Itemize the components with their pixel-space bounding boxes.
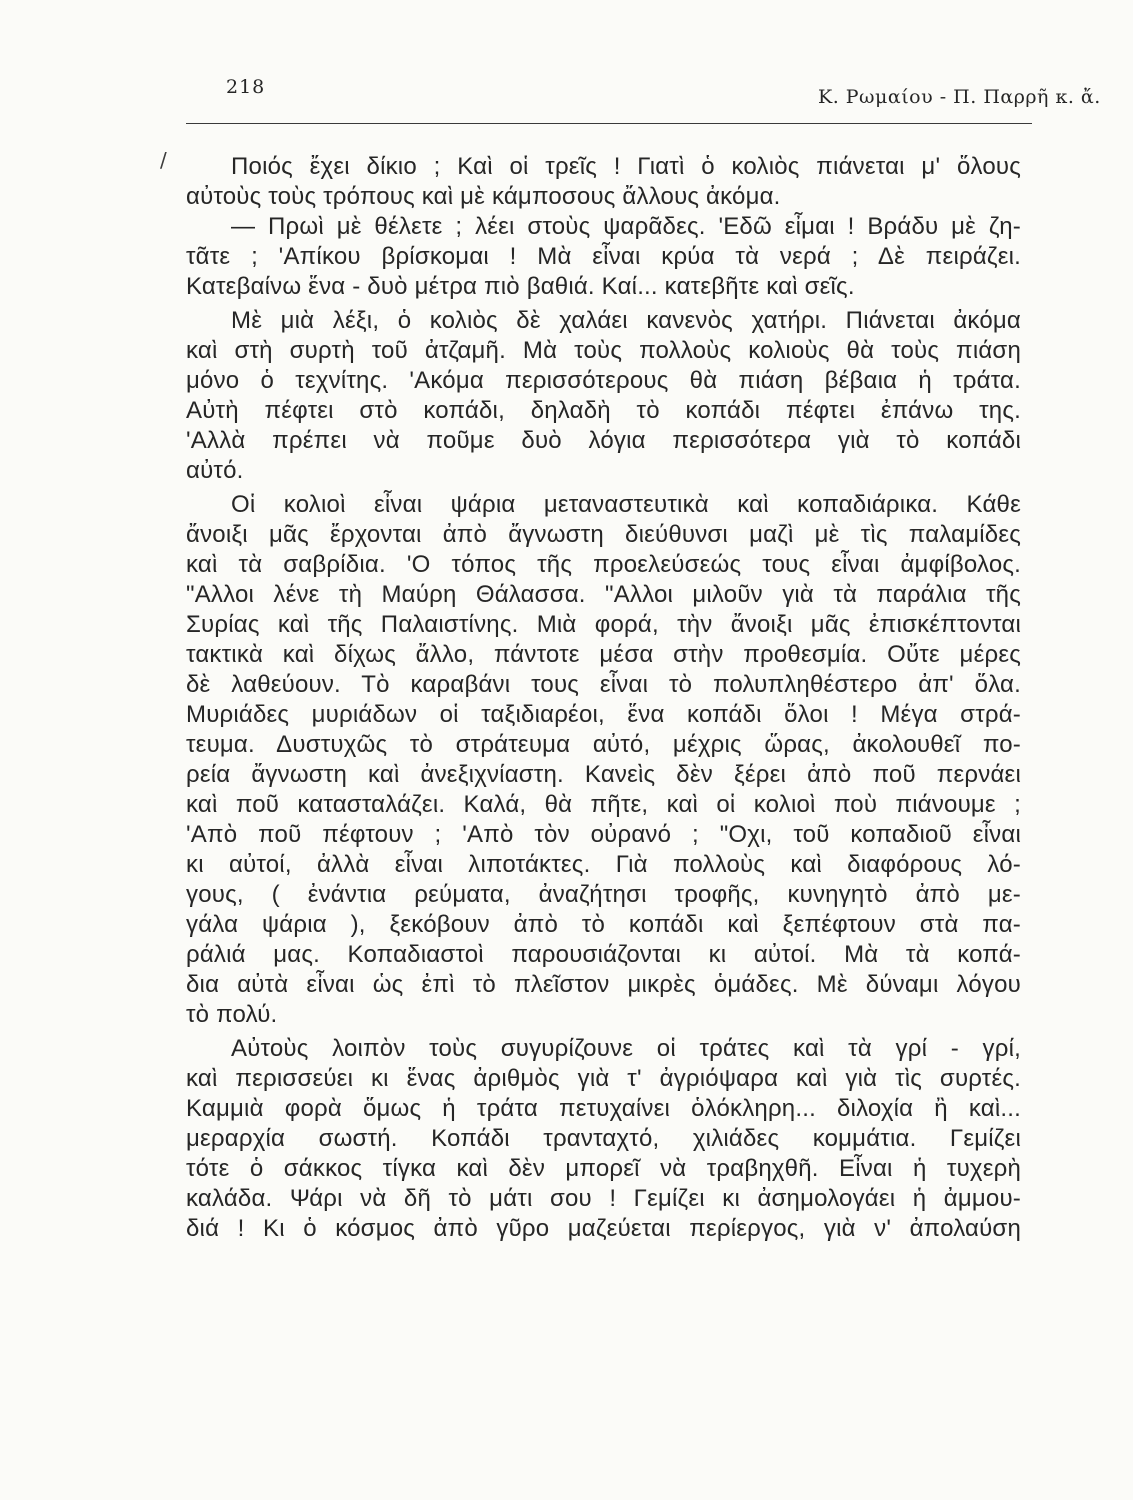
- text-line: δια αὐτὰ εἶναι ὡς ἐπὶ τὸ πλεῖστον μικρὲς ὁμάδες. Μὲ δύναμι λόγου: [186, 971, 1021, 998]
- text-line: Αὐτὴ πέφτει στὸ κοπάδι, δηλαδὴ τὸ κοπάδι πέφτει ἐπάνω της.: [186, 397, 1021, 424]
- paragraph-3: [186, 306, 1021, 486]
- text-line: Καμμιὰ φορὰ ὅμως ἡ τράτα πετυχαίνει ὁλόκληρη... διλοχία ἢ καὶ...: [186, 1095, 1021, 1122]
- text-line: Ποιός ἔχει δίκιο ; Καὶ οἱ τρεῖς ! Γιατὶ ὁ κολιὸς πιάνεται μ' ὅλους: [231, 153, 1021, 180]
- paragraph-1: [186, 152, 1021, 212]
- text-line: αὐτό.: [186, 457, 244, 484]
- paragraph-5: [186, 1034, 1021, 1244]
- text-line: τὸ πολύ.: [186, 1001, 278, 1028]
- margin-mark: /: [160, 148, 167, 172]
- text-line: τότε ὁ σάκκος τίγκα καὶ δὲν μπορεῖ νὰ τραβηχθῆ. Εἶναι ἡ τυχερὴ: [186, 1155, 1021, 1182]
- text-line: Συρίας καὶ τῆς Παλαιστίνης. Μιὰ φορά, τὴν ἄνοιξι μᾶς ἐπισκέπτονται: [186, 611, 1021, 638]
- running-head: Κ. Ρωμαίου - Π. Παρρῆ κ. ἄ.: [818, 86, 1101, 108]
- text-line: Μυριάδες μυριάδων οἱ ταξιδιαρέοι, ἕνα κοπάδι ὅλοι ! Μέγα στρά-: [186, 701, 1021, 728]
- text-line: δὲ λαθεύουν. Τὸ καραβάνι τους εἶναι τὸ πολυπληθέστερο ἀπ' ὅλα.: [186, 671, 1021, 698]
- text-line: καὶ τὰ σαβρίδια. 'Ο τόπος τῆς προελεύσεώς τους εἶναι ἀμφίβολος.: [186, 551, 1021, 578]
- text-line: τᾶτε ; 'Απίκου βρίσκομαι ! Μὰ εἶναι κρύα τὰ νερά ; Δὲ πειράζει.: [186, 243, 1021, 270]
- text-line: Κατεβαίνω ἕνα - δυὸ μέτρα πιὸ βαθιά. Καί... κατεβῆτε καὶ σεῖς.: [186, 273, 855, 300]
- page-header: [0, 0, 1133, 130]
- text-line: Αὐτοὺς λοιπὸν τοὺς συγυρίζουνε οἱ τράτες καὶ τὰ γρί - γρί,: [231, 1035, 1021, 1062]
- text-line: καλάδα. Ψάρι νὰ δῆ τὸ μάτι σου ! Γεμίζει κι ἀσημολογάει ἡ ἀμμου-: [186, 1185, 1021, 1212]
- text-line: — Πρωὶ μὲ θέλετε ; λέει στοὺς ψαρᾶδες. 'Εδῶ εἶμαι ! Βράδυ μὲ ζη-: [231, 213, 1021, 240]
- text-line: τευμα. Δυστυχῶς τὸ στράτευμα αὐτό, μέχρις ὥρας, ἀκολουθεῖ πο-: [186, 731, 1021, 758]
- text-line: καὶ περισσεύει κι ἕνας ἀριθμὸς γιὰ τ' ἀγριόψαρα καὶ γιὰ τὶς συρτές.: [186, 1065, 1021, 1092]
- text-line: διά ! Κι ὁ κόσμος ἀπὸ γῦρο μαζεύεται περίεργος, γιὰ ν' ἀπολαύση: [186, 1215, 1021, 1242]
- text-line: Μὲ μιὰ λέξι, ὁ κολιὸς δὲ χαλάει κανενὸς χατήρι. Πιάνεται ἀκόμα: [231, 307, 1021, 334]
- text-line: καὶ ποῦ κατασταλάζει. Καλά, θὰ πῆτε, καὶ οἱ κολιοὶ ποὺ πιάνουμε ;: [186, 791, 1021, 818]
- text-line: μόνο ὁ τεχνίτης. 'Ακόμα περισσότερους θὰ πιάση βέβαια ἡ τράτα.: [186, 367, 1021, 394]
- header-rule: [186, 123, 1032, 124]
- text-line: αὐτοὺς τοὺς τρόπους καὶ μὲ κάμποσους ἄλλους ἀκόμα.: [186, 183, 781, 210]
- text-line: 'Απὸ ποῦ πέφτουν ; 'Απὸ τὸν οὐρανό ; "Οχι, τοῦ κοπαδιοῦ εἶναι: [186, 821, 1021, 848]
- text-line: 'Αλλὰ πρέπει νὰ ποῦμε δυὸ λόγια περισσότερα γιὰ τὸ κοπάδι: [186, 427, 1021, 454]
- text-line: καὶ στὴ συρτὴ τοῦ ἀτζαμῆ. Μὰ τοὺς πολλοὺς κολιοὺς θὰ τοὺς πιάση: [186, 337, 1021, 364]
- paragraph-2: [186, 212, 1021, 302]
- text-line: μεραρχία σωστή. Κοπάδι τρανταχτό, χιλιάδες κομμάτια. Γεμίζει: [186, 1125, 1021, 1152]
- paragraph-4: [186, 490, 1021, 1030]
- page-number: 218: [226, 76, 266, 98]
- text-line: ρεία ἄγνωστη καὶ ἀνεξιχνίαστη. Κανεὶς δὲν ξέρει ἀπὸ ποῦ περνάει: [186, 761, 1021, 788]
- text-line: κι αὐτοί, ἀλλὰ εἶναι λιποτάκτες. Γιὰ πολλοὺς καὶ διαφόρους λό-: [186, 851, 1021, 878]
- text-line: ἄνοιξι μᾶς ἔρχονται ἀπὸ ἄγνωστη διεύθυνσι μαζὶ μὲ τὶς παλαμίδες: [186, 521, 1021, 548]
- body-text: [186, 152, 1021, 1244]
- text-line: τακτικὰ καὶ δίχως ἄλλο, πάντοτε μέσα στὴν προθεσμία. Οὔτε μέρες: [186, 641, 1021, 668]
- text-line: ράλιά μας. Κοπαδιαστοὶ παρουσιάζονται κι αὐτοί. Μὰ τὰ κοπά-: [186, 941, 1021, 968]
- text-line: "Αλλοι λένε τὴ Μαύρη Θάλασσα. "Αλλοι μιλοῦν γιὰ τὰ παράλια τῆς: [186, 581, 1021, 608]
- text-line: γους, ( ἐνάντια ρεύματα, ἀναζήτησι τροφῆς, κυνηγητὸ ἀπὸ με-: [186, 881, 1021, 908]
- text-line: γάλα ψάρια ), ξεκόβουν ἀπὸ τὸ κοπάδι καὶ ξεπέφτουν στὰ πα-: [186, 911, 1021, 938]
- text-line: Οἱ κολιοὶ εἶναι ψάρια μεταναστευτικὰ καὶ κοπαδιάρικα. Κάθε: [231, 491, 1021, 518]
